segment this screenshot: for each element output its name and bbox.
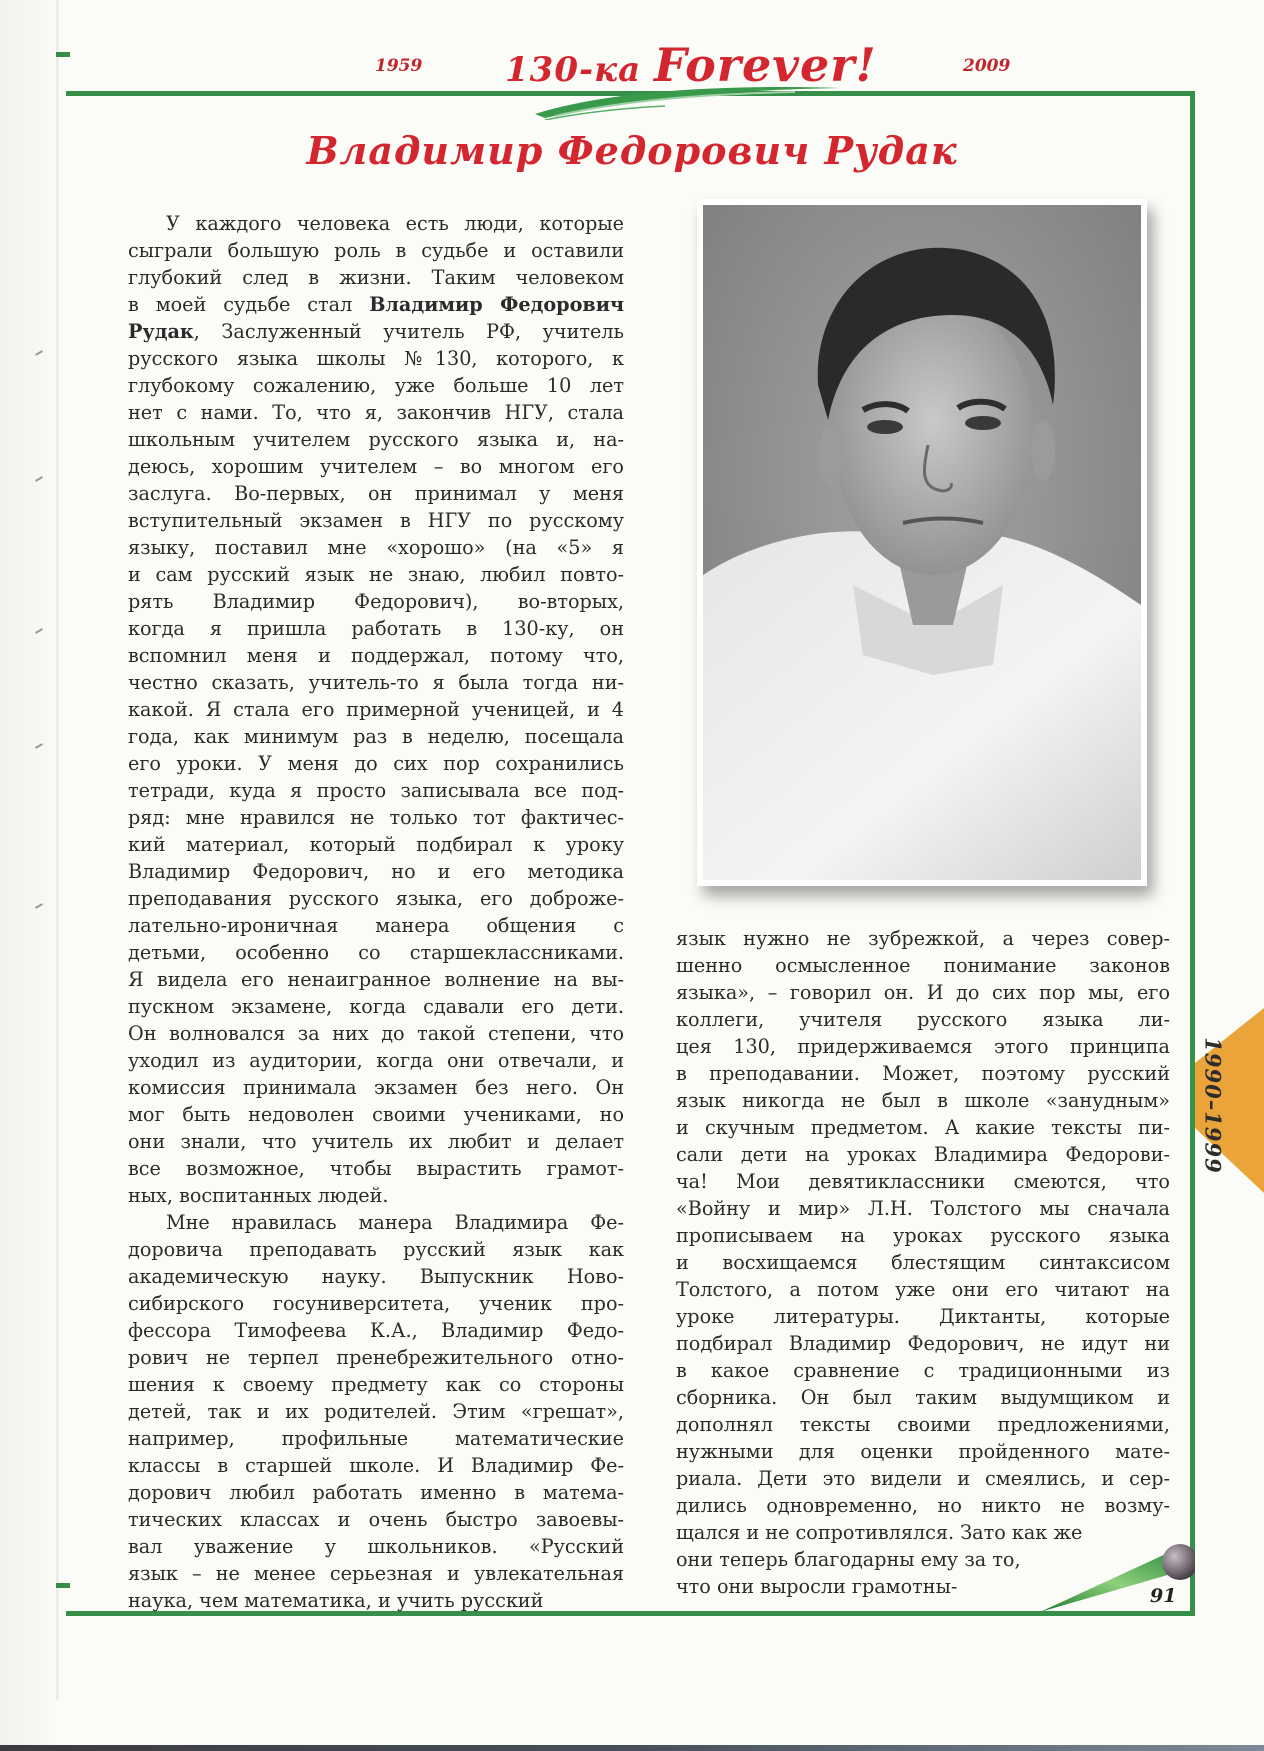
- text-line: все возможное, чтобы вырастить грамот-: [128, 1157, 624, 1180]
- text-line: сыграли большую роль в судьбе и оставили: [128, 239, 624, 262]
- text-line: тических классах и очень быстро завоевы-: [128, 1508, 624, 1531]
- text-line: дорович любил работать именно в матема-: [128, 1481, 624, 1504]
- text-line: нужными для оценки пройденного мате-: [676, 1440, 1170, 1463]
- text-line: в преподавании. Может, поэтому русский: [676, 1062, 1170, 1085]
- bold-surname: Рудак: [128, 320, 194, 343]
- text-line: тетради, куда я просто записывала все под-: [128, 779, 624, 802]
- text-line: русского языка школы №130, которого, к: [128, 347, 624, 370]
- margin-tick-top: [56, 52, 70, 57]
- text-line: язык никогда не был в школе «занудным»: [676, 1089, 1170, 1112]
- text-line: уроке литературы. Диктанты, которые: [676, 1305, 1170, 1328]
- text-line: дополнял тексты своими предложениями,: [676, 1413, 1170, 1436]
- scan-bottom-edge: [0, 1745, 1264, 1751]
- text-line: Он волновался за них до такой степени, что: [128, 1022, 624, 1045]
- text-line: наука, чем математика, и учить русский: [128, 1589, 544, 1612]
- text-line: языка», – говорил он. И до сих пор мы, его: [676, 981, 1170, 1004]
- text-line: деюсь, хорошим учителем – во многом его: [128, 455, 624, 478]
- text-line: Мне нравилась манера Владимира Фе-: [166, 1211, 624, 1234]
- text-line: какой. Я стала его примерной ученицей, и 4: [128, 698, 624, 721]
- text-line: рять Владимир Федорович), во-вторых,: [128, 590, 624, 613]
- text-line: например, профильные математические: [128, 1427, 624, 1450]
- text-line: щался и не сопротивлялся. Зато как же: [676, 1521, 1083, 1544]
- text-line: мог быть недоволен своими учениками, но: [128, 1103, 624, 1126]
- frame-right-border: [1190, 91, 1195, 1615]
- text-line: в какое сравнение с традиционными из: [676, 1359, 1170, 1382]
- text-line: детьми, особенно со старшеклассниками.: [128, 941, 624, 964]
- text-line: они теперь благодарны ему за то,: [676, 1548, 1021, 1571]
- text-line: Владимир Федорович, но и его методика: [128, 860, 624, 883]
- text-line: они знали, что учитель их любит и делает: [128, 1130, 624, 1153]
- text-line: кий материал, который подбирал к уроку: [128, 833, 624, 856]
- margin-tick-bottom: [56, 1583, 70, 1588]
- text-line: Я видела его ненаигранное волнение на вы-: [128, 968, 624, 991]
- year-end: 2009: [963, 56, 1011, 76]
- text-line: фессора Тимофеева К.А., Владимир Федо-: [128, 1319, 624, 1342]
- text-line: вал уважение у школьников. «Русский: [128, 1535, 624, 1558]
- article-title: Владимир Федорович Рудак: [306, 128, 958, 173]
- text-line: шенно осмысленное понимание законов: [676, 954, 1170, 977]
- text-line: детей, так и их родителей. Этим «грешат»,: [128, 1400, 624, 1423]
- text-line: [128, 318, 624, 345]
- bold-name: Владимир Федорович: [369, 293, 624, 316]
- text-line: преподавания русского языка, его доброже-: [128, 887, 624, 910]
- text-line: вступительный экзамен в НГУ по русскому: [128, 509, 624, 532]
- right-column: [676, 925, 1170, 1600]
- text-line: языку, поставил мне «хорошо» (на «5» я: [128, 536, 624, 559]
- text-line: шения к своему предмету как со стороны: [128, 1373, 624, 1396]
- text-line: коллеги, учителя русского языка ли-: [676, 1008, 1170, 1031]
- text-line: и восхищаемся блестящим синтаксисом: [676, 1251, 1170, 1274]
- text-line: когда я пришла работать в 130-ку, он: [128, 617, 624, 640]
- text-line: дились одновременно, но никто не возму-: [676, 1494, 1170, 1517]
- text-fragment: в моей судьбе стал: [128, 293, 370, 316]
- text-line: что они выросли грамотны-: [676, 1575, 958, 1598]
- text-line: Толстого, а потом уже они его читают на: [676, 1278, 1170, 1301]
- text-line: академическую науку. Выпускник Ново-: [128, 1265, 624, 1288]
- text-line: года, как минимум раз в неделю, посещала: [128, 725, 624, 748]
- text-line: рович не терпел пренебрежительного отно-: [128, 1346, 624, 1369]
- spine-line: [56, 0, 59, 1700]
- text-line: и сам русский язык не знаю, любил повто-: [128, 563, 624, 586]
- text-line: вспомнил меня и поддержал, потому что,: [128, 644, 624, 667]
- text-line: уходил из аудитории, когда они отвечали, и: [128, 1049, 624, 1072]
- text-line: «Войну и мир» Л.Н. Толстого мы сначала: [676, 1197, 1170, 1220]
- left-column: [128, 210, 624, 1614]
- logo-130-forever: [505, 38, 880, 118]
- logo-prefix: 130-ка: [505, 50, 654, 90]
- text-line: риала. Дети это видели и смеялись, и сер-: [676, 1467, 1170, 1490]
- page-number: 91: [1150, 1585, 1177, 1607]
- text-line: язык нужно не зубрежкой, а через совер-: [676, 927, 1170, 950]
- decade-label: 1990–1999: [1200, 1036, 1226, 1174]
- text-line: язык – не менее серьезная и увлекательная: [128, 1562, 624, 1585]
- text-line: комиссия принимала экзамен без него. Он: [128, 1076, 624, 1099]
- text-line: глубокий след в жизни. Таким человеком: [128, 266, 624, 289]
- text-line: нет с нами. То, что я, закончив НГУ, стала: [128, 401, 624, 424]
- portrait-photo-frame: [697, 199, 1147, 886]
- text-line: пускном экзамене, когда сдавали его дети.: [128, 995, 624, 1018]
- text-line: заслуга. Во-первых, он принимал у меня: [128, 482, 624, 505]
- decade-tab: [1183, 1036, 1243, 1174]
- text-line: школьным учителем русского языка и, на-: [128, 428, 624, 451]
- logo-text: [505, 38, 877, 92]
- text-line: прописываем на уроках русского языка: [676, 1224, 1170, 1247]
- text-line: [128, 291, 624, 318]
- portrait-photo: [703, 205, 1141, 880]
- text-line: лательно-ироничная манера общения с: [128, 914, 624, 937]
- text-line: цея 130, придерживаемся этого принципа: [676, 1035, 1170, 1058]
- logo-suffix: Forever!: [653, 38, 877, 92]
- text-line: У каждого человека есть люди, которые: [166, 212, 624, 235]
- text-line: его уроки. У меня до сих пор сохранились: [128, 752, 624, 775]
- text-line: доровича преподавать русский язык как: [128, 1238, 624, 1261]
- text-line: ных, воспитанных людей.: [128, 1184, 389, 1207]
- text-line: сали дети на уроках Владимира Федорови-: [676, 1143, 1170, 1166]
- text-line: честно сказать, учитель-то я была тогда ни-: [128, 671, 624, 694]
- portrait-image: [703, 205, 1141, 880]
- page-edge-strip: [0, 0, 56, 1751]
- text-line: сборника. Он был таким выдумщиком и: [676, 1386, 1170, 1409]
- text-line: классы в старшей школе. И Владимир Фе-: [128, 1454, 624, 1477]
- text-line: и скучным предметом. А какие тексты пи-: [676, 1116, 1170, 1139]
- text-line: сибирского госуниверситета, ученик про-: [128, 1292, 624, 1315]
- text-line: ча! Мои девятиклассники смеются, что: [676, 1170, 1170, 1193]
- year-start: 1959: [375, 56, 423, 76]
- text-line: глубокому сожалению, уже больше 10 лет: [128, 374, 624, 397]
- text-line: ряд: мне нравился не только тот фактичес-: [128, 806, 624, 829]
- text-fragment: , Заслуженный учитель РФ, учитель: [193, 320, 624, 343]
- text-line: подбирал Владимир Федорович, не идут ни: [676, 1332, 1170, 1355]
